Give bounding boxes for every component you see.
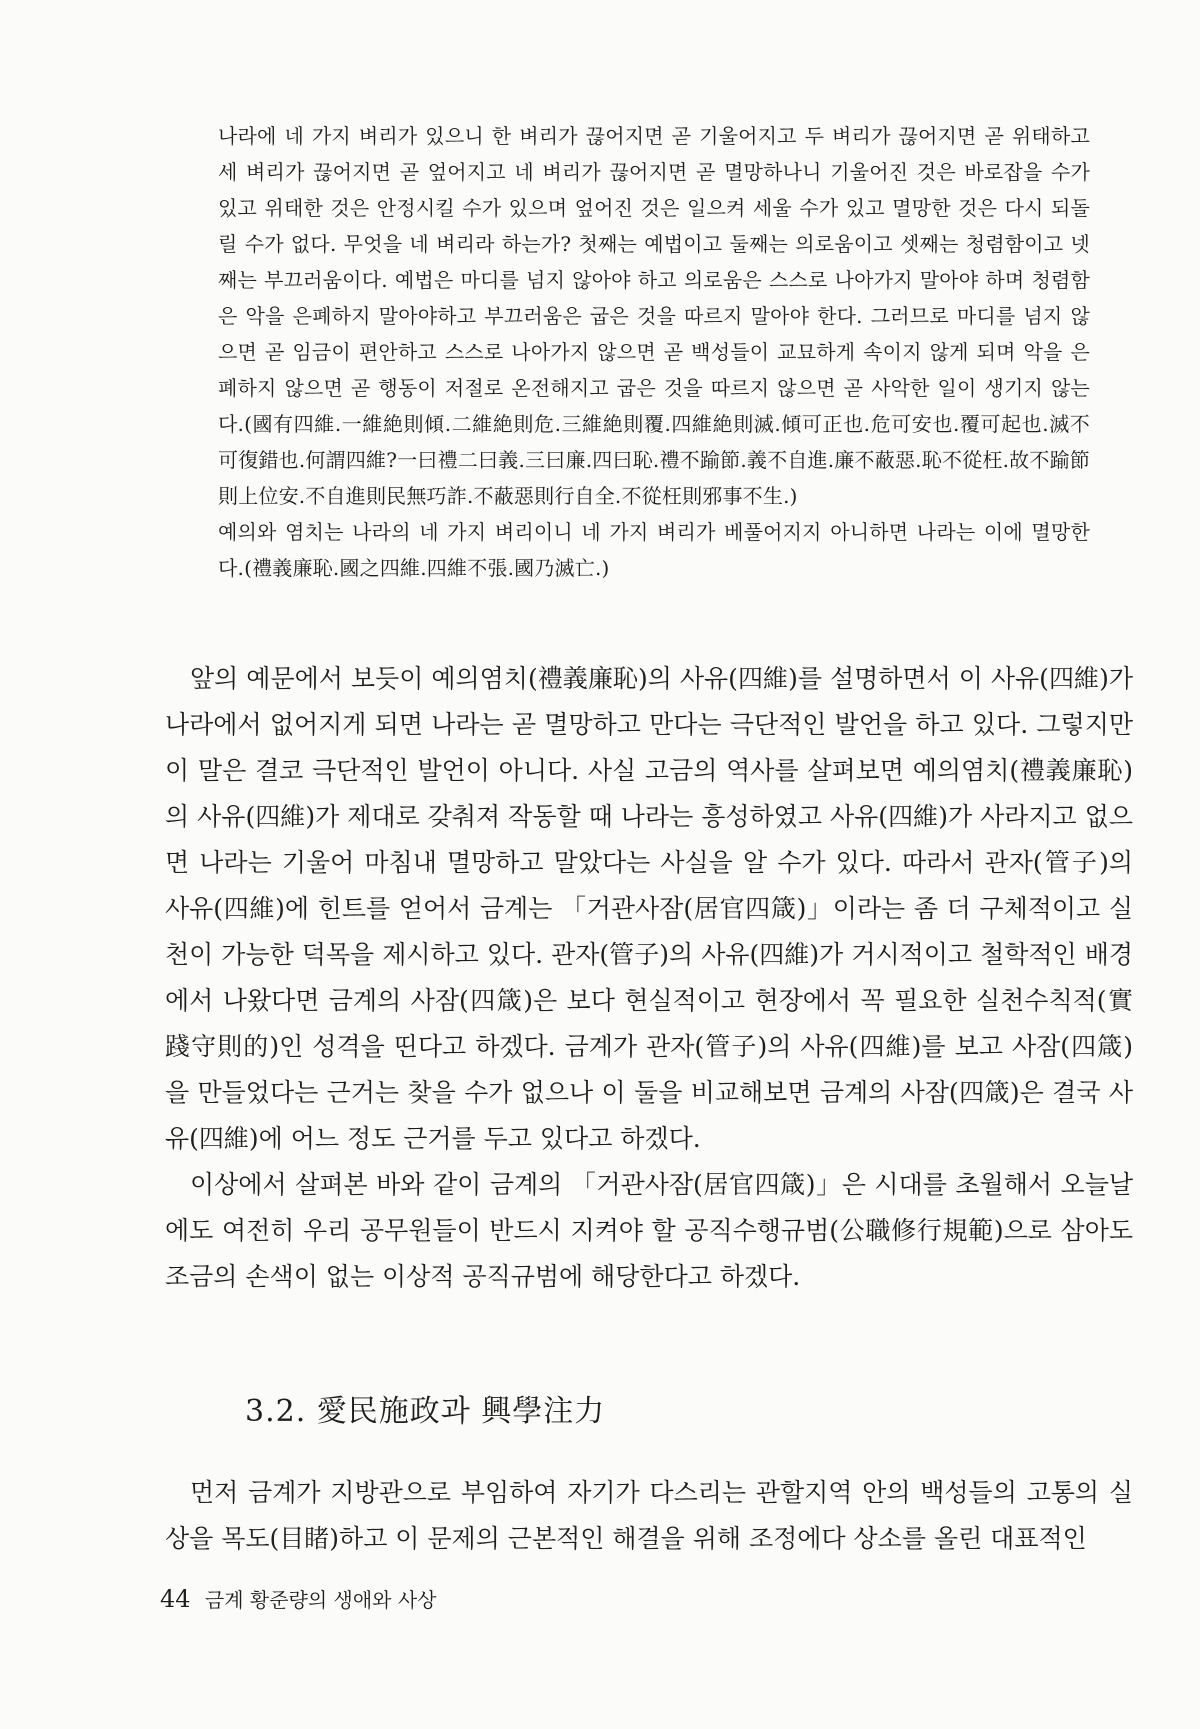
page-footer bbox=[160, 1585, 437, 1614]
quote-paragraph: 나라에 네 가지 벼리가 있으니 한 벼리가 끊어지면 곧 기울어지고 두 벼리가 끊어지면 곧 위태하고 세 벼리가 끊어지면 곧 엎어지고 네 벼리가 끊어지면 곧 멸망하나니 기울어진 것은 바로잡을 수가 있고 위태한 것은 안정시킬 수가 있으며 엎어진 것은 일으켜 세울 수가 있고 멸망한 것은 다시 되돌릴 수가 없다. 무엇을 네 벼리라 하는가? 첫째는 예법이고 둘째는 의로움이고 셋째는 청렴함이고 넷째는 부끄러움이다. 예법은 마디를 넘지 않아야 하고 의로움은 스스로 나아가지 말아야 하며 청렴함은 악을 은폐하지 말아야하고 부끄러움은 굽은 것을 따르지 말아야 한다. 그러므로 마디를 넘지 않으면 곧 임금이 편안하고 스스로 나아가지 않으면 곧 백성들이 교묘하게 속이지 않게 되며 악을 은폐하지 않으면 곧 행동이 저절로 온전해지고 굽은 것을 따르지 않으면 곧 사악한 일이 생기지 않는다.(國有四維.一維絶則傾.二維絶則危.三維絶則覆.四維絶則滅.傾可正也.危可安也.覆可起也.滅不可復錯也.何謂四維?一曰禮二曰義.三曰廉.四曰恥.禮不踰節.義不自進.廉不蔽惡.恥不從枉.故不踰節則上位安.不自進則民無巧詐.不蔽惡則行自全.不從枉則邪事不生.) bbox=[218, 124, 1090, 508]
body-paragraph: 앞의 예문에서 보듯이 예의염치(禮義廉恥)의 사유(四維)를 설명하면서 이 사유(四維)가 나라에서 없어지게 되면 나라는 곧 멸망하고 만다는 극단적인 발언을 하고 있다. 그렇지만 이 말은 결코 극단적인 발언이 아니다. 사실 고금의 역사를 살펴보면 예의염치(禮義廉恥)의 사유(四維)가 제대로 갖춰져 작동할 때 나라는 흥성하였고 사유(四維)가 사라지고 없으면 나라는 기울어 마침내 멸망하고 말았다는 사실을 알 수가 있다. 따라서 관자(管子)의 사유(四維)에 힌트를 얻어서 금계는 「거관사잠(居官四箴)」이라는 좀 더 구체적이고 실천이 가능한 덕목을 제시하고 있다. 관자(管子)의 사유(四維)가 거시적이고 철학적인 배경에서 나왔다면 금계의 사잠(四箴)은 보다 현실적이고 현장에서 꼭 필요한 실천수칙적(實踐守則的)인 성격을 띤다고 하겠다. 금계가 관자(管子)의 사유(四維)를 보고 사잠(四箴)을 만들었다는 근거는 찾을 수가 없으나 이 둘을 비교해보면 금계의 사잠(四箴)은 결국 사유(四維)에 어느 정도 근거를 두고 있다고 하겠다. bbox=[165, 664, 1133, 1153]
body-paragraph: 이상에서 살펴본 바와 같이 금계의 「거관사잠(居官四箴)」은 시대를 초월해서 오늘날에도 여전히 우리 공무원들이 반드시 지켜야 할 공직수행규범(公職修行規範)으로 삼아도 조금의 손색이 없는 이상적 공직규범에 해당한다고 하겠다. bbox=[165, 1170, 1133, 1291]
section-heading: 3.2. 愛民施政과 興學注力 bbox=[245, 1394, 606, 1429]
section-body bbox=[165, 1470, 1133, 1562]
body-text bbox=[165, 656, 1133, 1300]
page-number: 44 bbox=[160, 1585, 191, 1613]
body-paragraph: 먼저 금계가 지방관으로 부임하여 자기가 다스리는 관할지역 안의 백성들의 고통의 실상을 목도(目睹)하고 이 문제의 근본적인 해결을 위해 조정에다 상소를 올린 대표적인 bbox=[165, 1478, 1133, 1553]
quote-paragraph: 예의와 염치는 나라의 네 가지 벼리이니 네 가지 벼리가 베풀어지지 아니하면 나라는 이에 멸망한다.(禮義廉恥.國之四維.四維不張.國乃滅亡.) bbox=[218, 520, 1090, 580]
block-quote bbox=[218, 118, 1090, 586]
running-title: 금계 황준량의 생애와 사상 bbox=[204, 1588, 437, 1612]
